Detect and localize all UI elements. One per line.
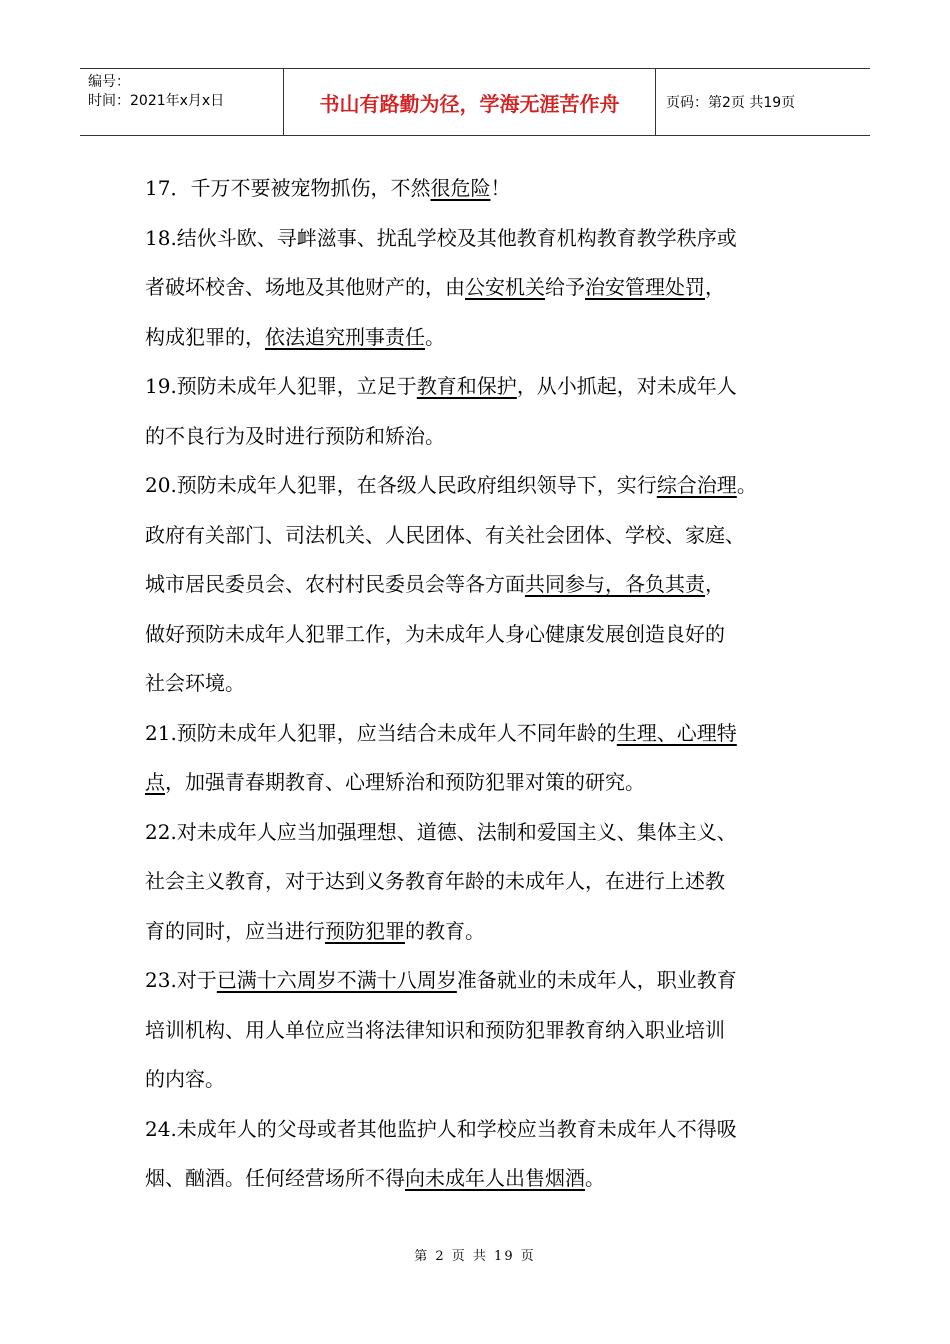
text-line [145,1055,817,1105]
text-segment: 21.预防未成年人犯罪，应当结合未成年人不同年龄的 [145,720,617,745]
date-label: 时间：2021年x月x日 [88,93,225,109]
text-segment: ， [705,275,725,299]
underlined-answer: 已满十六周岁不满十八周岁 [216,968,457,992]
text-segment: 给予 [545,275,585,299]
paragraph [145,808,817,957]
text-segment: 者破坏校舍、场地及其他财产的，由 [145,275,465,299]
text-line [145,164,817,214]
text-line [145,1006,817,1056]
text-segment: 准备就业的未成年人，职业教育 [456,968,737,992]
text-segment: 社会环境。 [145,671,245,695]
text-line [145,907,817,957]
text-line [145,857,817,907]
paragraph [145,461,817,709]
underlined-answer: 依法追究刑事责任 [265,324,425,349]
text-segment: 育的同时，应当进行 [145,918,325,943]
text-line [145,362,817,412]
underlined-answer: 综合治理 [656,473,737,497]
underlined-answer: 预防犯罪 [325,918,405,943]
text-segment: 政府有关部门、司法机关、人民团体、有关社会团体、学校、家庭、 [145,522,745,547]
text-segment: 培训机构、用人单位应当将法律知识和预防犯罪教育纳入职业培训 [145,1017,725,1042]
header-motto: 书山有路勤为径，学海无涯苦作舟 [284,69,656,135]
text-segment: 的教育。 [405,918,485,943]
text-line [145,709,817,759]
underlined-answer: 很危险 [430,176,491,200]
text-line [145,610,817,660]
underlined-answer: 共同参与，各负其责 [525,572,705,596]
paragraph [145,362,817,461]
text-segment: 做好预防未成年人犯罪工作，为未成年人身心健康发展创造良好的 [145,621,725,646]
underlined-answer: 治安管理处罚 [585,275,705,299]
text-segment: 构成犯罪的， [145,324,265,349]
text-line [145,1105,817,1155]
text-line [145,214,817,264]
text-segment: 城市居民委员会、农村村民委员会等各方面 [145,572,525,596]
text-line [145,956,817,1006]
underlined-answer: 教育和保护 [416,374,517,398]
text-segment: 的内容。 [145,1067,225,1091]
text-line [145,808,817,858]
text-segment: 18.结伙斗欧、寻衅滋事、扰乱学校及其他教育机构教育教学秩序或 [145,225,737,250]
paragraph [145,214,817,363]
text-segment: 24.未成年人的父母或者其他监护人和学校应当教育未成年人不得吸 [145,1116,737,1141]
text-segment: 的不良行为及时进行预防和矫治。 [145,423,445,448]
text-line [145,263,817,313]
text-segment: ，加强青春期教育、心理矫治和预防犯罪对策的研究。 [165,770,645,794]
paragraph [145,709,817,808]
text-segment: 。 [736,473,757,497]
paragraph [145,164,817,214]
page-header [80,68,870,136]
text-line [145,412,817,462]
text-line [145,313,817,363]
text-segment: ！ [490,176,511,200]
underlined-answer: 公安机关 [465,275,545,299]
text-segment: 。 [585,1166,605,1190]
text-line [145,511,817,561]
text-line [145,758,817,808]
text-segment: 20.预防未成年人犯罪，在各级人民政府组织领导下，实行 [145,473,657,497]
paragraph [145,1105,817,1204]
text-segment: ，从小抓起，对未成年人 [516,374,737,398]
paragraph [145,956,817,1105]
underlined-answer: 点 [145,770,165,794]
text-line [145,1154,817,1204]
text-line [145,461,817,511]
text-line [145,659,817,709]
text-line [145,560,817,610]
header-page-info: 页码：第2页 共19页 [666,95,796,111]
text-segment: 23.对于 [145,968,217,992]
text-segment: 19.预防未成年人犯罪，立足于 [145,374,417,398]
text-segment: 烟、酗酒。任何经营场所不得 [145,1166,405,1190]
page-footer: 第 2 页 共 19 页 [414,1249,536,1264]
text-segment: 22.对未成年人应当加强理想、道德、法制和爱国主义、集体主义、 [145,819,737,844]
text-segment: 社会主义教育，对于达到义务教育年龄的未成年人，在进行上述教 [145,869,725,893]
underlined-answer: 生理、心理特 [616,720,737,745]
serial-number-label: 编号： [88,74,130,90]
text-segment: 17．千万不要被宠物抓伤，不然 [145,176,431,200]
document-body [145,164,817,1204]
text-segment: ， [705,572,725,596]
underlined-answer: 向未成年人出售烟酒 [405,1166,585,1190]
header-meta [80,69,284,135]
text-segment: 。 [425,324,445,349]
